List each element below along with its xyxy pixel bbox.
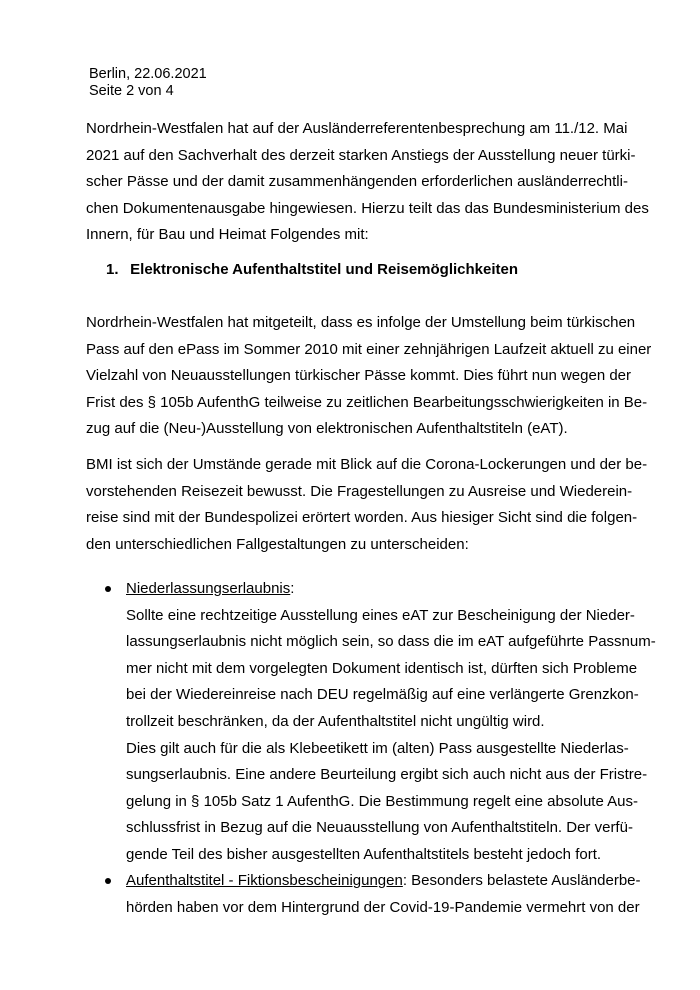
bullet-title-rest: : Besonders belastete Ausländerbe-: [402, 872, 641, 889]
text-line: sungserlaubnis. Eine andere Beurteilung ergibt sich auch nicht aus der Fristre-: [126, 766, 648, 784]
text-line: hörden haben vor dem Hintergrund der Covid-19-Pandemie vermehrt von der: [126, 898, 640, 916]
text-line: gende Teil des bisher ausgestellten Aufenthaltstitels besteht jedoch fort.: [126, 845, 602, 863]
section-number: 1.: [106, 261, 119, 278]
text-line: Pass auf den ePass im Sommer 2010 mit einer zehnjährigen Laufzeit aktuell zu einer: [86, 340, 652, 358]
text-line: scher Pässe und der damit zusammenhängenden erforderlichen ausländerrechtli-: [86, 173, 628, 191]
bullet-title: Aufenthaltstitel - Fiktionsbescheinigungen: [126, 872, 403, 889]
bullet-item-niederlassungserlaubnis: [126, 576, 656, 869]
paragraph-3: [86, 452, 648, 558]
text-line: Vielzahl von Neuausstellungen türkischer Pässe kommt. Dies führt nun wegen der: [86, 367, 632, 385]
bullet-title-line: [126, 868, 641, 895]
text-line: mer nicht mit dem vorgelegten Dokument identisch ist, dürften sich Probleme: [126, 659, 638, 677]
text-line: zug auf die (Neu-)Ausstellung von elektronischen Aufenthaltstiteln (eAT).: [86, 420, 568, 438]
text-line: BMI ist sich der Umstände gerade mit Blick auf die Corona-Lockerungen und der be-: [86, 456, 648, 473]
text-line: chen Dokumentenausgabe hingewiesen. Hierzu teilt das das Bundesministerium des: [86, 199, 649, 217]
text-line: schlussfrist in Bezug auf die Neuausstellung von Aufenthaltstiteln. Der verfü-: [126, 819, 633, 837]
text-line: Dies gilt auch für die als Klebeetikett im (alten) Pass ausgestellte Niederlas-: [126, 739, 629, 757]
text-line: Nordrhein-Westfalen hat auf der Ausländerreferentenbesprechung am 11./12. Mai: [86, 120, 628, 137]
date-line: Berlin, 22.06.2021: [89, 66, 207, 82]
bullet-title: Niederlassungserlaubnis: [126, 580, 291, 597]
text-line: lassungserlaubnis nicht möglich sein, so dass die im eAT aufgeführte Passnum-: [126, 633, 656, 651]
text-line: gelung in § 105b Satz 1 AufenthG. Die Bestimmung regelt eine absolute Aus-: [126, 792, 638, 810]
text-line: Sollte eine rechtzeitige Ausstellung eines eAT zur Bescheinigung der Nieder-: [126, 606, 635, 624]
letter-header: [89, 66, 207, 100]
intro-paragraph: [86, 116, 649, 249]
text-line: den unterschiedlichen Fallgestaltungen zu unterscheiden:: [86, 535, 469, 553]
page-number-line: Seite 2 von 4: [89, 83, 174, 99]
text-line: Frist des § 105b AufenthG teilweise zu zeitlichen Bearbeitungsschwierigkeiten in Be-: [86, 393, 648, 411]
bullet-icon: [105, 586, 111, 592]
text-line: reise sind mit der Bundespolizei erörtert worden. Aus hiesiger Sicht sind die folgen-: [86, 509, 638, 527]
text-line: Innern, für Bau und Heimat Folgendes mit:: [86, 226, 369, 244]
text-line: vorstehenden Reisezeit bewusst. Die Fragestellungen zu Ausreise und Wiederein-: [86, 482, 633, 500]
bullet-title-suffix: :: [290, 580, 295, 597]
text-line: Nordrhein-Westfalen hat mitgeteilt, dass es infolge der Umstellung beim türkischen: [86, 314, 636, 331]
text-line: 2021 auf den Sachverhalt des derzeit starken Anstiegs der Ausstellung neuer türki-: [86, 146, 636, 164]
section-heading: [106, 260, 518, 280]
text-line: trollzeit beschränken, da der Aufenthaltstitel nicht ungültig wird.: [126, 712, 545, 730]
section-title: Elektronische Aufenthaltstitel und Reisemöglichkeiten: [130, 261, 519, 278]
bullet-icon: [105, 878, 111, 884]
text-line: bei der Wiedereinreise nach DEU regelmäßig auf eine verlängerte Grenzkon-: [126, 686, 639, 704]
bullet-title-line: [126, 576, 616, 603]
bullet-item-fiktionsbescheinigungen: [126, 868, 641, 921]
paragraph-2: [86, 310, 652, 443]
